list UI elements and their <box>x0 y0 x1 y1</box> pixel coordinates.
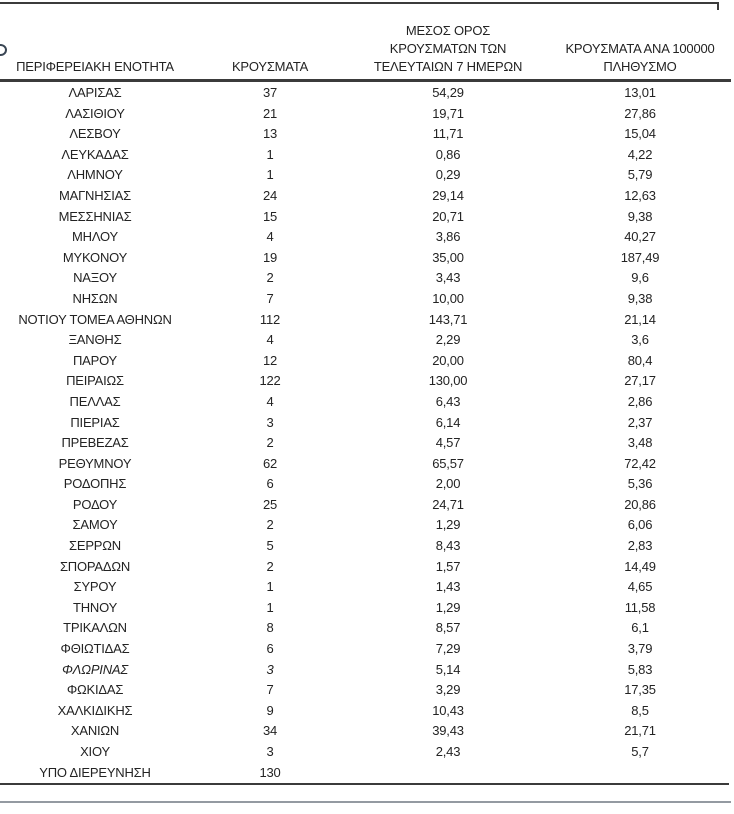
per100k-cell: 72,42 <box>624 455 656 471</box>
cases-cell: 1 <box>266 167 274 183</box>
per100k-cell: 3,48 <box>627 435 653 451</box>
table-row <box>0 680 734 701</box>
region-cell: ΧΑΛΚΙΔΙΚΗΣ <box>57 702 133 718</box>
table-row <box>0 515 734 536</box>
cases-cell: 3 <box>266 661 274 677</box>
table-row <box>0 248 734 269</box>
avg7-cell: 5,14 <box>435 661 461 677</box>
per100k-cell: 17,35 <box>624 682 656 698</box>
per100k-cell: 8,5 <box>631 702 649 718</box>
avg7-cell: 3,86 <box>435 229 461 245</box>
region-cell: ΦΘΙΩΤΙΔΑΣ <box>60 641 130 657</box>
cases-cell: 122 <box>259 373 281 389</box>
avg7-cell: 2,29 <box>435 332 461 348</box>
per100k-cell: 11,58 <box>624 599 656 615</box>
per100k-cell: 5,83 <box>627 661 653 677</box>
region-cell: ΛΑΡΙΣΑΣ <box>68 85 122 100</box>
per100k-cell: 6,06 <box>627 517 653 533</box>
table-row <box>0 227 734 248</box>
table-row <box>0 145 734 166</box>
avg7-cell: 130,00 <box>428 373 468 389</box>
per100k-cell: 27,86 <box>624 105 656 121</box>
table-row <box>0 392 734 413</box>
per100k-cell: 187,49 <box>620 249 660 265</box>
avg7-cell: 143,71 <box>428 311 468 327</box>
table-row <box>0 454 734 475</box>
table-row <box>0 186 734 207</box>
region-cell: ΧΙΟΥ <box>80 744 110 759</box>
avg7-cell: 11,71 <box>432 126 464 142</box>
column-header-region: ΠΕΡΙΦΕΡΕΙΑΚΗ ΕΝΟΤΗΤΑ <box>16 59 174 74</box>
avg7-cell: 39,43 <box>432 723 464 739</box>
cases-cell: 37 <box>262 85 278 100</box>
avg7-cell: 10,00 <box>432 290 464 306</box>
cases-cell: 6 <box>266 641 274 657</box>
cases-cell: 3 <box>266 414 274 430</box>
cases-cell: 1 <box>266 599 274 615</box>
region-cell: ΧΑΝΙΩΝ <box>70 723 120 739</box>
cases-cell: 8 <box>266 620 274 636</box>
avg7-cell: 20,71 <box>432 208 464 224</box>
region-cell: ΜΥΚΟΝΟΥ <box>62 249 128 265</box>
cases-cell: 19 <box>262 249 278 265</box>
region-cell: ΤΗΝΟΥ <box>72 599 118 615</box>
column-header-cases: ΚΡΟΥΣΜΑΤΑ <box>231 59 309 74</box>
table-row <box>0 310 734 331</box>
region-cell: ΣΑΜΟΥ <box>72 517 118 533</box>
region-cell: ΤΡΙΚΑΛΩΝ <box>63 620 127 636</box>
avg7-cell: 19,71 <box>432 105 464 121</box>
region-cell: ΝΟΤΙΟΥ ΤΟΜΕΑ ΑΘΗΝΩΝ <box>18 311 172 327</box>
cases-cell: 2 <box>266 517 274 533</box>
per100k-cell: 9,38 <box>627 208 653 224</box>
table-header <box>0 3 734 79</box>
avg7-cell: 2,43 <box>435 744 461 759</box>
table-row <box>0 660 734 681</box>
avg7-cell: 0,86 <box>435 146 461 162</box>
per100k-cell: 2,86 <box>627 393 653 409</box>
cases-cell: 112 <box>259 311 281 327</box>
region-cell: ΛΑΣΙΘΙΟΥ <box>65 105 125 121</box>
cases-cell: 62 <box>262 455 278 471</box>
avg7-cell: 65,57 <box>432 455 464 471</box>
avg7-cell: 20,00 <box>432 352 464 368</box>
avg7-cell: 10,43 <box>432 702 464 718</box>
per100k-cell: 20,86 <box>624 496 656 512</box>
cases-cell: 6 <box>266 476 274 492</box>
per100k-cell: 15,04 <box>624 126 656 142</box>
cases-cell: 34 <box>262 723 278 739</box>
avg7-cell: 1,43 <box>435 579 461 595</box>
per100k-cell: 21,71 <box>624 723 656 739</box>
per100k-cell: 5,36 <box>627 476 653 492</box>
avg7-cell: 3,43 <box>435 270 461 286</box>
region-cell: ΜΕΣΣΗΝΙΑΣ <box>58 208 132 224</box>
per100k-cell: 21,14 <box>624 311 656 327</box>
table-row <box>0 268 734 289</box>
cases-cell: 4 <box>266 229 274 245</box>
cases-cell: 2 <box>266 435 274 451</box>
table-row <box>0 721 734 742</box>
avg7-cell: 3,29 <box>435 682 461 698</box>
region-cell: ΜΑΓΝΗΣΙΑΣ <box>59 187 131 203</box>
per100k-cell: 5,7 <box>631 744 649 759</box>
table-row <box>0 577 734 598</box>
table-body <box>0 83 734 783</box>
cases-cell: 9 <box>266 702 274 718</box>
cases-cell: 7 <box>266 682 274 698</box>
avg7-cell: 8,43 <box>435 538 461 554</box>
per100k-cell: 40,27 <box>624 229 656 245</box>
table-row <box>0 289 734 310</box>
avg7-cell: 2,00 <box>435 476 461 492</box>
table-row <box>0 371 734 392</box>
avg7-cell: 54,29 <box>432 85 464 100</box>
header-rule <box>0 79 731 82</box>
table-row <box>0 763 734 784</box>
region-cell: ΞΑΝΘΗΣ <box>68 332 122 348</box>
cases-cell: 21 <box>262 105 278 121</box>
region-cell: ΡΟΔΟΥ <box>72 496 118 512</box>
table-row <box>0 351 734 372</box>
cases-cell: 5 <box>266 538 274 554</box>
table-row <box>0 165 734 186</box>
per100k-cell: 3,79 <box>627 641 653 657</box>
table-row <box>0 413 734 434</box>
region-cell: ΜΗΛΟΥ <box>72 229 118 245</box>
region-cell: ΦΩΚΙΔΑΣ <box>66 682 124 698</box>
avg7-cell: 0,29 <box>435 167 461 183</box>
cases-cell: 15 <box>262 208 278 224</box>
avg7-cell: 29,14 <box>432 187 464 203</box>
avg7-cell: 4,57 <box>435 435 461 451</box>
cases-cell: 25 <box>262 496 278 512</box>
cases-cell: 2 <box>266 270 274 286</box>
per100k-cell: 9,38 <box>627 290 653 306</box>
avg7-cell: 6,43 <box>435 393 461 409</box>
per100k-cell: 3,6 <box>631 332 649 348</box>
avg7-cell: 1,57 <box>435 558 461 574</box>
region-cell: ΝΑΞΟΥ <box>73 270 117 286</box>
table-row <box>0 474 734 495</box>
avg7-cell: 6,14 <box>435 414 461 430</box>
table-row <box>0 618 734 639</box>
region-cell: ΥΠΟ ΔΙΕΡΕΥΝΗΣΗ <box>39 764 151 780</box>
per100k-cell: 12,63 <box>624 187 656 203</box>
table-row <box>0 557 734 578</box>
cases-cell: 7 <box>266 290 274 306</box>
region-cell: ΣΥΡΟΥ <box>73 579 117 595</box>
per100k-cell: 4,65 <box>627 579 653 595</box>
cases-cell: 130 <box>259 764 281 780</box>
region-cell: ΛΕΣΒΟΥ <box>69 126 121 142</box>
table-row <box>0 495 734 516</box>
per100k-cell: 6,1 <box>631 620 649 636</box>
avg7-cell: 35,00 <box>432 249 464 265</box>
avg7-cell: 8,57 <box>435 620 461 636</box>
cases-cell: 3 <box>266 744 274 759</box>
per100k-cell: 4,22 <box>627 146 653 162</box>
table-row <box>0 330 734 351</box>
cases-cell: 4 <box>266 332 274 348</box>
table-row <box>0 207 734 228</box>
column-header-per100k: ΚΡΟΥΣΜΑΤΑ ΑΝΑ 100000 ΠΛΗΘΥΣΜΟ <box>565 41 715 74</box>
avg7-cell: 1,29 <box>435 517 461 533</box>
table-row <box>0 83 734 104</box>
avg7-cell: 1,29 <box>435 599 461 615</box>
per100k-cell: 14,49 <box>624 558 656 574</box>
per100k-cell: 27,17 <box>624 373 656 389</box>
avg7-cell: 7,29 <box>435 641 461 657</box>
region-cell: ΠΡΕΒΕΖΑΣ <box>61 435 129 451</box>
region-cell: ΠΕΛΛΑΣ <box>69 393 121 409</box>
footer-rule <box>0 801 731 803</box>
table-row <box>0 701 734 722</box>
table-row <box>0 639 734 660</box>
region-cell: ΡΟΔΟΠΗΣ <box>63 476 127 492</box>
region-cell: ΣΕΡΡΩΝ <box>69 538 121 554</box>
region-cell: ΛΕΥΚΑΔΑΣ <box>61 146 129 162</box>
cases-cell: 2 <box>266 558 274 574</box>
per100k-cell: 5,79 <box>627 167 653 183</box>
avg7-cell: 24,71 <box>432 496 464 512</box>
table-bottom-rule <box>0 783 729 785</box>
region-cell: ΦΛΩΡΙΝΑΣ <box>62 661 128 677</box>
region-cell: ΣΠΟΡΑΔΩΝ <box>59 558 131 574</box>
cases-cell: 1 <box>266 146 274 162</box>
table-row <box>0 433 734 454</box>
region-cell: ΛΗΜΝΟΥ <box>67 167 123 183</box>
region-cell: ΠΙΕΡΙΑΣ <box>70 414 120 430</box>
table-row <box>0 598 734 619</box>
cases-cell: 1 <box>266 579 274 595</box>
region-cell: ΠΕΙΡΑΙΩΣ <box>66 373 124 389</box>
region-cell: ΡΕΘΥΜΝΟΥ <box>58 455 132 471</box>
per100k-cell: 9,6 <box>631 270 649 286</box>
cases-cell: 4 <box>266 393 274 409</box>
table-row <box>0 104 734 125</box>
cases-cell: 24 <box>262 187 278 203</box>
per100k-cell: 2,83 <box>627 538 653 554</box>
table-row <box>0 124 734 145</box>
region-cell: ΠΑΡΟΥ <box>72 352 118 368</box>
per100k-cell: 2,37 <box>627 414 653 430</box>
per100k-cell: 80,4 <box>627 352 653 368</box>
per100k-cell: 13,01 <box>624 85 656 100</box>
table-row <box>0 742 734 763</box>
cases-cell: 13 <box>262 126 278 142</box>
column-header-avg7: ΜΕΣΟΣ ΟΡΟΣ ΚΡΟΥΣΜΑΤΩΝ ΤΩΝ ΤΕΛΕΥΤΑΙΩΝ 7 ΗΜΕΡΩΝ <box>373 23 523 74</box>
region-cell: ΝΗΣΩΝ <box>72 290 118 306</box>
cases-cell: 12 <box>262 352 278 368</box>
table-row <box>0 536 734 557</box>
